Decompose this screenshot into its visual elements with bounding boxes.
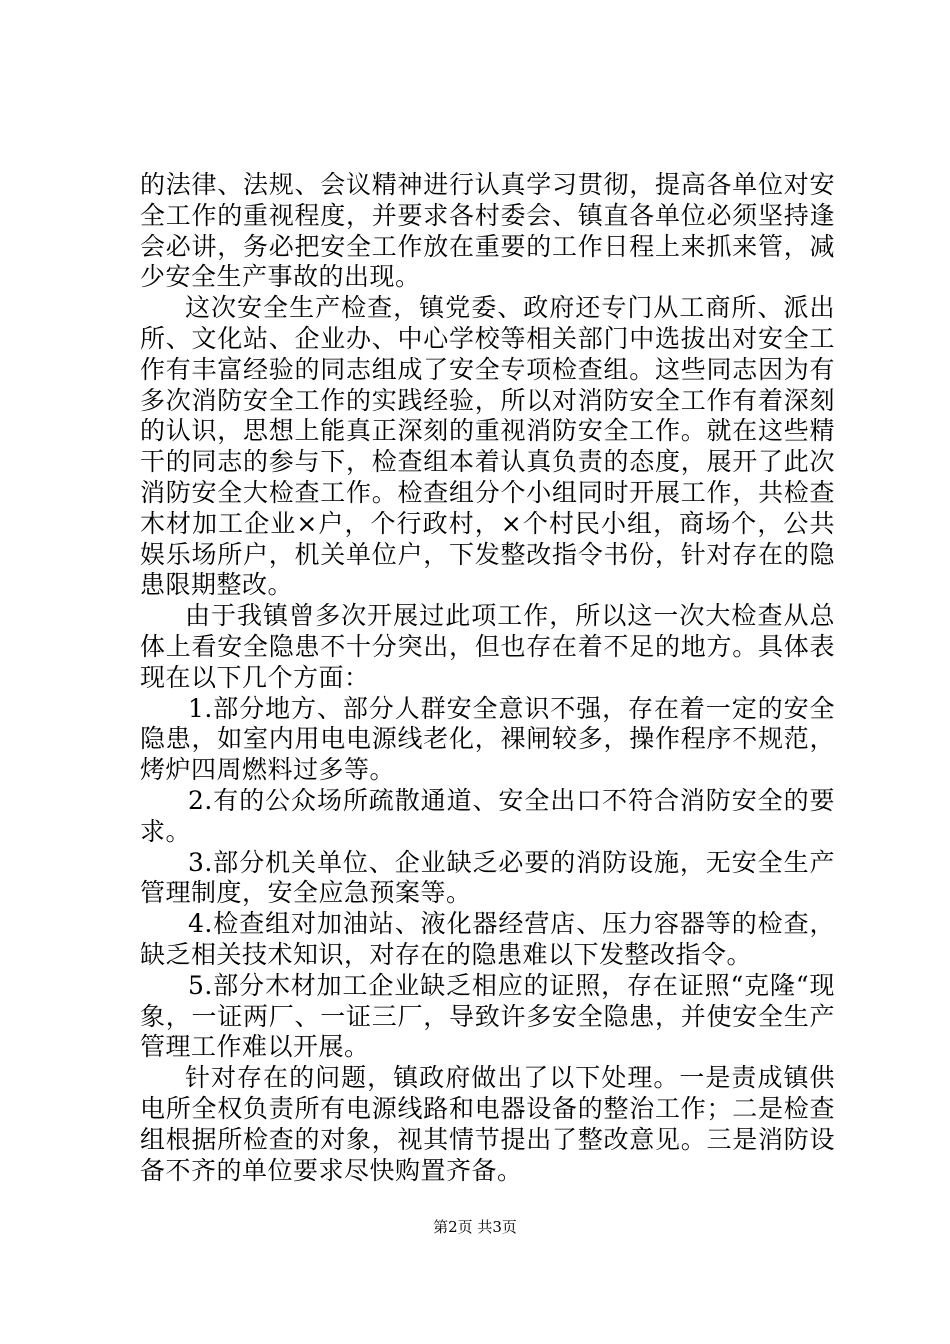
list-item-4: 4.检查组对加油站、液化器经营店、压力容器等的检查，缺乏相关技术知识，对存在的隐患难以下发整改指令。 bbox=[140, 909, 835, 969]
list-item-3: 3.部分机关单位、企业缺乏必要的消防设施，无安全生产管理制度，安全应急预案等。 bbox=[140, 847, 835, 908]
list-item-2: 2.有的公众场所疏散通道、安全出口不符合消防安全的要求。 bbox=[140, 785, 835, 846]
paragraph-continuation: 的法律、法规、会议精神进行认真学习贯彻，提高各单位对安全工作的重视程度，并要求各村委会、镇直各单位必须坚持逢会必讲，务必把安全工作放在重要的工作日程上来抓来管，减少安全生产事故的出现。 bbox=[140, 170, 835, 292]
paragraph-overview: 由于我镇曾多次开展过此项工作，所以这一次大检查从总体上看安全隐患不十分突出，但也存在着不足的地方。具体表现在以下几个方面： bbox=[140, 601, 835, 692]
paragraph-inspection-group: 这次安全生产检查，镇党委、政府还专门从工商所、派出所、文化站、企业办、中心学校等相关部门中选拔出对安全工作有丰富经验的同志组成了安全专项检查组。这些同志因为有多次消防安全工作的实践经验，所以对消防安全工作有着深刻的认识，思想上能真正深刻的重视消防安全工作。就在这些精干的同志的参与下，检查组本着认真负责的态度，展开了此次消防安全大检查工作。检查组分个小组同时开展工作，共检查木材加工企业×户，个行政村，×个村民小组，商场个，公共娱乐场所户，机关单位户，下发整改指令书份，针对存在的隐患限期整改。 bbox=[140, 293, 835, 600]
list-item-1: 1.部分地方、部分人群安全意识不强，存在着一定的安全隐患，如室内用电电源线老化，裸闸较多，操作程序不规范，烤炉四周燃料过多等。 bbox=[140, 693, 835, 785]
page-footer: 第2页 共3页 bbox=[433, 1218, 517, 1236]
paragraph-measures: 针对存在的问题，镇政府做出了以下处理。一是责成镇供电所全权负责所有电源线路和电器设备的整治工作；二是检查组根据所检查的对象，视其情节提出了整改意见。三是消防设备不齐的单位要求尽快购置齐备。 bbox=[140, 1063, 835, 1185]
document-body bbox=[140, 170, 835, 1186]
list-item-5: 5.部分木材加工企业缺乏相应的证照，存在证照“克隆“现象，一证两厂、一证三厂，导致许多安全隐患，并使安全生产管理工作难以开展。 bbox=[140, 970, 835, 1062]
